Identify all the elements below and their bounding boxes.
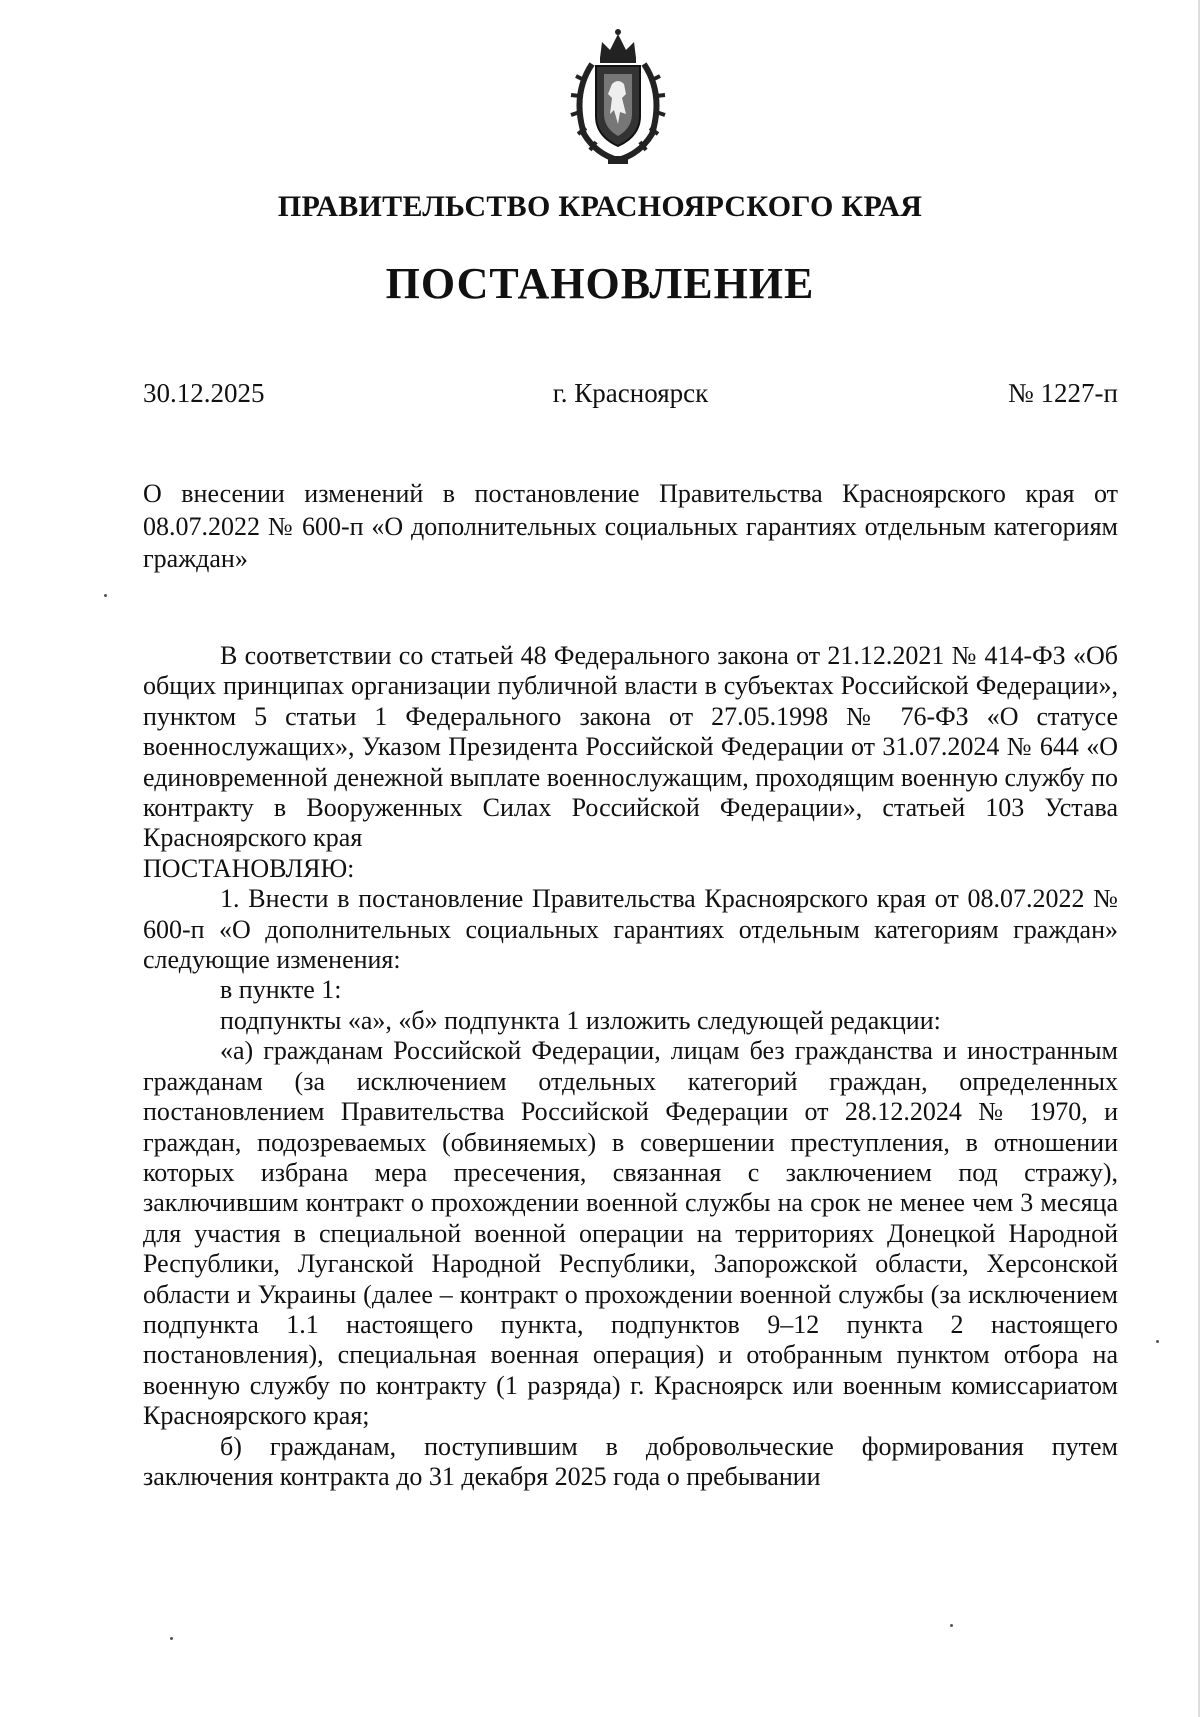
document-number: № 1227-п [1008, 378, 1118, 408]
body-paragraph-resolve: ПОСТАНОВЛЯЮ: [143, 853, 355, 883]
document-type-title: ПОСТАНОВЛЕНИЕ [385, 259, 815, 308]
scan-speck [104, 594, 107, 597]
document-city: г. Красноярск [552, 378, 709, 408]
body-paragraph-subpoints: подпункты «а», «б» подпункта 1 изложить следующей редакции: [220, 1005, 941, 1035]
document-subject: О внесении изменений в постановление Правительства Красноярского края от 08.07.2022 № 600-п «О дополнительных социальных гарантиях отдельным категориям граждан» [143, 479, 1118, 573]
document-meta-row [143, 378, 1118, 414]
coat-of-arms-icon [562, 24, 674, 167]
body-paragraph-point-1: в пункте 1: [220, 975, 342, 1005]
document-body [143, 641, 1118, 1492]
body-paragraph-subpoint-b: б) гражданам, поступившим в добровольческие формирования путем заключения контракта до 31 декабря 2025 года о пребывании [143, 1431, 1118, 1491]
body-paragraph-preamble: В соответствии со статьей 48 Федерального закона от 21.12.2021 № 414-ФЗ «Об общих принципах организации публичной власти в субъектах Российской Федерации», пунктом 5 статьи 1 Федерального закона от 27.05.1998 № 76-ФЗ «О статусе военнослужащих», Указом Президента Российской Федерации от 31.07.2024 № 644 «О единовременной денежной выплате военнослужащим, проходящим военную службу по контракту в Вооруженных Силах Российской Федерации», статьей 103 Устава Красноярского края [143, 641, 1118, 853]
scan-speck [1156, 1340, 1159, 1343]
scan-speck [950, 1624, 953, 1627]
body-paragraph-subpoint-a: «а) гражданам Российской Федерации, лицам без гражданства и иностранным гражданам (за исключением отдельных категорий граждан, определенных постановлением Правительства Российской Федерации от 28.12.2024 № 1970, и граждан, подозреваемых (обвиняемых) в совершении преступления, в отношении которых избрана мера пресечения, связанная с заключением под стражу), заключившим контракт о прохождении военной службы на срок не менее чем 3 месяца для участия в специальной военной операции на территориях Донецкой Народной Республики, Луганской Народной Республики, Запорожской области, Херсонской области и Украины (далее – контракт о прохождении военной службы (за исключением подпункта 1.1 настоящего пункта, подпунктов 9–12 пункта 2 настоящего постановления), специальная военная операция) и отобранным пунктом отбора на военную службу по контракту (1 разряда) г. Красноярск или военным комиссариатом Красноярского края; [143, 1036, 1118, 1431]
scan-speck [170, 1637, 173, 1640]
body-paragraph-item-1: 1. Внести в постановление Правительства Красноярского края от 08.07.2022 № 600-п «О дополнительных социальных гарантиях отдельным категориям граждан» следующие изменения: [143, 884, 1118, 975]
government-name: ПРАВИТЕЛЬСТВО КРАСНОЯРСКОГО КРАЯ [277, 190, 923, 223]
document-date: 30.12.2025 [143, 378, 265, 408]
